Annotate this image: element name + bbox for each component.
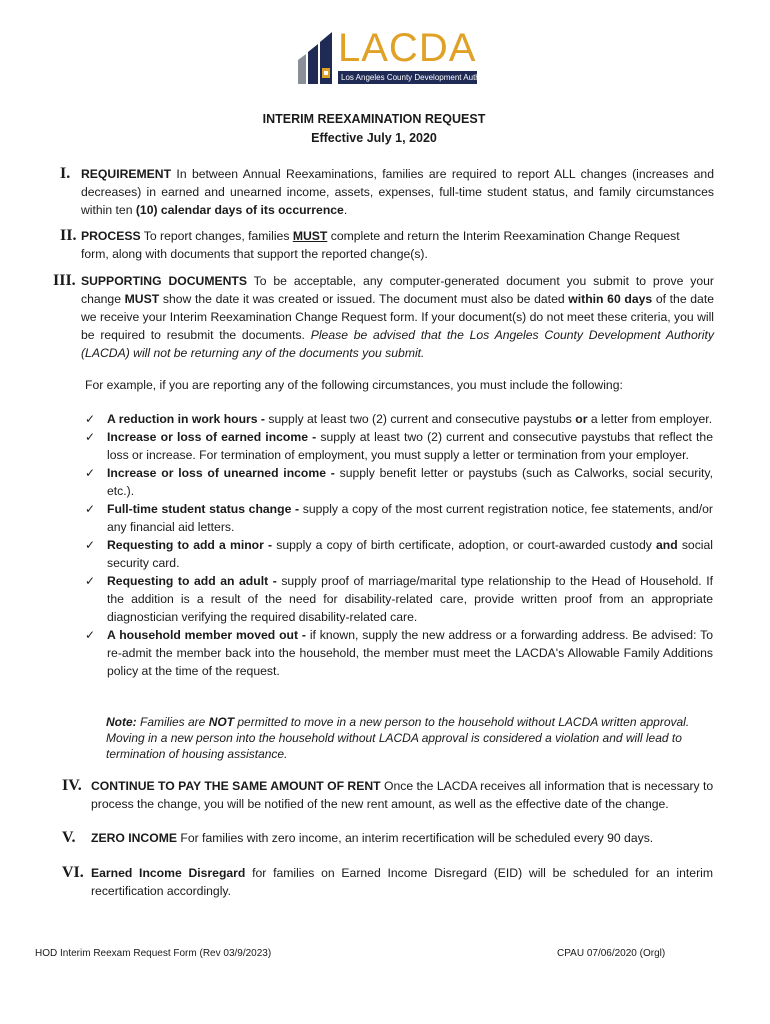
checklist-item-text-end: social security card. (107, 538, 714, 570)
checklist-item (85, 500, 713, 536)
checklist-item-text: supply benefit letter or paystubs (such as Calworks, social security, etc.). (107, 466, 713, 498)
footer-form-id: HOD Interim Reexam Request Form (Rev 03/9/2023) (35, 948, 272, 959)
lacda-logo (296, 26, 495, 86)
section-1-end: . (343, 203, 348, 217)
section-6-number: VI. (62, 864, 84, 881)
note (106, 714, 716, 762)
section-1-bold: (10) calendar days of its occurrence (135, 203, 344, 217)
checkmark-icon: ✓ (85, 466, 96, 480)
section-3-number: III. (53, 272, 76, 289)
checklist-item-text: supply at least two (2) current and consecutive paystubs (265, 412, 576, 426)
footer-cpau: CPAU 07/06/2020 (Orgl) (557, 948, 666, 959)
checklist-item (85, 536, 713, 572)
checkmark-icon: ✓ (85, 628, 96, 642)
checklist-item-heading: Requesting to add a minor - (107, 538, 273, 552)
section-2-text-end: complete and return the Interim Reexamination Change Request form, along with documents that support the reported change(s). (81, 229, 680, 261)
section-3-bold: within 60 days (568, 292, 653, 306)
section-6 (91, 864, 713, 900)
section-5 (91, 829, 716, 847)
logo-subtitle: Los Angeles County Development Authority (338, 71, 477, 84)
note-label: Note: (106, 715, 137, 729)
checklist-item-heading: Increase or loss of unearned income - (107, 466, 335, 480)
page-title: INTERIM REEXAMINATION REQUEST (262, 112, 486, 126)
logo-wordmark: LACDA (338, 26, 477, 70)
section-2-must: MUST (292, 229, 328, 243)
section-3-text-3: of the date we receive your Interim Reexamination Change Request form. If your document(s) do not meet these criteria, you will be required to resubmit the documents. (81, 292, 714, 342)
section-4-number: IV. (62, 777, 82, 794)
section-5-text: For families with zero income, an interim recertification will be scheduled every 90 days. (177, 831, 654, 845)
effective-date: Effective July 1, 2020 (311, 131, 437, 145)
supporting-documents-list (85, 410, 713, 680)
checklist-item-bold: or (575, 412, 588, 426)
checklist-item-heading: A reduction in work hours - (107, 412, 265, 426)
checklist-item (85, 572, 713, 626)
section-2-number: II. (60, 227, 77, 244)
checklist-item-heading: Increase or loss of earned income - (107, 430, 317, 444)
checkmark-icon: ✓ (85, 412, 96, 426)
section-5-number: V. (62, 829, 76, 846)
section-6-text: for families on Earned Income Disregard (EID) will be scheduled for an interim recertification accordingly. (91, 866, 713, 898)
section-3-text-2: show the date it was created or issued. The document must also be dated (159, 292, 569, 306)
note-text-end: permitted to move in a new person to the household without LACDA written approval. Moving in a new person into the household without LACDA approval is considered a violation and will lead to termination of housing assistance. (106, 715, 690, 761)
checklist-item-heading: Full-time student status change - (107, 502, 300, 516)
section-3 (81, 272, 714, 362)
section-4 (91, 777, 716, 813)
section-4-text: Once the LACDA receives all information that is necessary to process the change, you will be notified of the new rent amount, as well as the effective date of the change. (91, 779, 714, 811)
section-3-italic: Please be advised that the Los Angeles County Development Authority (LACDA) will not be returning any of the documents you submit. (81, 328, 714, 360)
section-6-heading: Earned Income Disregard (91, 866, 246, 880)
checklist-item-text: supply proof of marriage/marital type relationship to the Head of Household. If the addition is a result of the need for disability-related care, provide written proof from an appropriate diagnostician verifying the required disability-related care. (107, 574, 713, 624)
checklist-item-text: supply a copy of birth certificate, adoption, or court-awarded custody (272, 538, 656, 552)
section-1-number: I. (60, 165, 71, 182)
checkmark-icon: ✓ (85, 502, 96, 516)
note-text: Families are (136, 715, 209, 729)
checkmark-icon: ✓ (85, 574, 96, 588)
checklist-item-heading: A household member moved out - (107, 628, 306, 642)
section-4-heading: CONTINUE TO PAY THE SAME AMOUNT OF RENT (91, 779, 381, 793)
section-5-heading: ZERO INCOME (91, 831, 177, 845)
checklist-item-bold: and (656, 538, 678, 552)
checklist-item (85, 626, 713, 680)
checklist-item-heading: Requesting to add an adult - (107, 574, 277, 588)
checklist-item-text: supply a copy of the most current registration notice, fee statements, and/or any financial aid letters. (107, 502, 713, 534)
checklist-item-text: supply at least two (2) current and consecutive paystubs that reflect the loss or increase. For termination of employment, you must supply a letter or termination from your employer. (107, 430, 713, 462)
checklist-item (85, 410, 713, 428)
checkmark-icon: ✓ (85, 538, 96, 552)
checklist-item (85, 428, 713, 464)
building-logo-icon (296, 28, 338, 86)
section-1 (81, 165, 714, 219)
example-intro: For example, if you are reporting any of the following circumstances, you must include the following: (85, 378, 623, 392)
section-3-text: To be acceptable, any computer-generated document you submit to prove your change (81, 274, 714, 306)
checklist-item-text: if known, supply the new address or a forwarding address. Be advised: To re-admit the member back into the household, the member must meet the LACDA's Allowable Family Additions policy at the time of the request. (107, 628, 713, 678)
checklist-item-text-end: a letter from employer. (587, 412, 713, 426)
section-2-heading: PROCESS (81, 229, 141, 243)
checklist-item (85, 464, 713, 500)
section-2 (81, 227, 707, 263)
section-3-heading: SUPPORTING DOCUMENTS (81, 274, 247, 288)
note-not: NOT (208, 715, 235, 729)
section-2-text: To report changes, families (140, 229, 293, 243)
section-3-must: MUST (124, 292, 160, 306)
section-1-heading: REQUIREMENT (81, 167, 172, 181)
checkmark-icon: ✓ (85, 430, 96, 444)
section-1-text: In between Annual Reexaminations, families are required to report ALL changes (increases and decreases) in earned and unearned income, assets, expenses, full-time student status, and family circumstances within ten (81, 167, 714, 217)
